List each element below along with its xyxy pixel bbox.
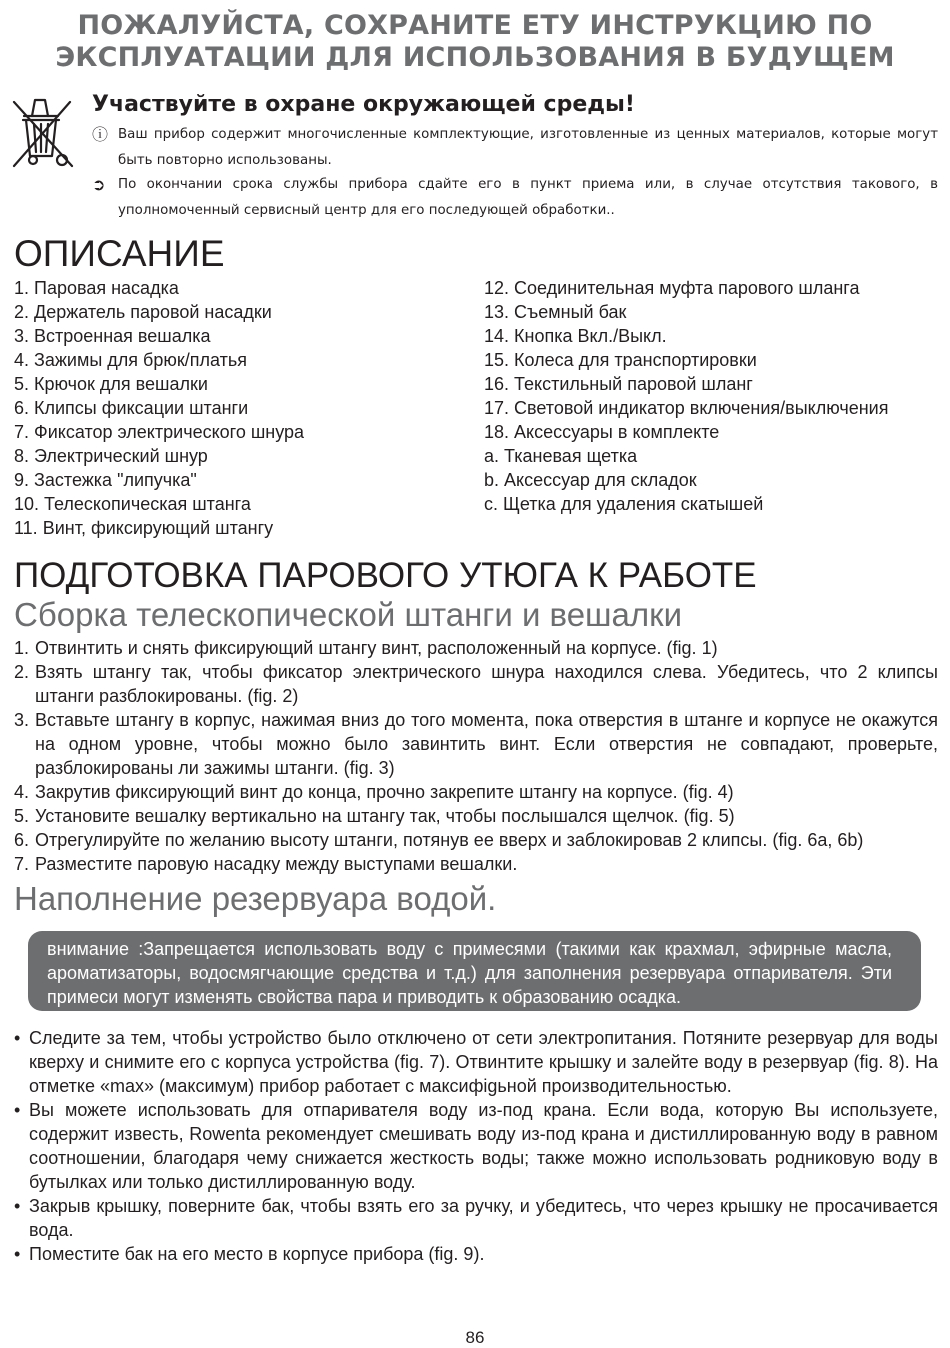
part-item: 10. Телескопическая штанга	[14, 494, 251, 514]
part-item: 11. Винт, фиксирующий штангу	[14, 518, 274, 538]
bullet-dot: •	[14, 1100, 21, 1120]
disposal-paragraph	[92, 172, 938, 224]
instruction-bullet	[14, 1026, 938, 1098]
instruction-bullet	[14, 1098, 938, 1194]
save-instructions-title-line: ПОЖАЛУЙСТА, СОХРАНИТЕ ЕТУ ИНСТРУКЦИЮ ПО	[77, 10, 873, 41]
part-item: 2. Держатель паровой насадки	[14, 302, 272, 322]
bullet-text: Поместите бак на его место в корпусе прибора (fig. 9).	[29, 1244, 485, 1264]
instruction-bullet	[14, 1194, 938, 1242]
info-icon: ⓘ	[92, 125, 109, 144]
preparation-title: ПОДГОТОВКА ПАРОВОГО УТЮГА К РАБОТЕ	[14, 556, 757, 595]
part-item: 16. Текстильный паровой шланг	[484, 374, 753, 394]
step-text: Взять штангу так, чтобы фиксатор электрического шнура находился слева. Убедитесь, что 2 клипсы штанги разблокированы. (fig. 2)	[35, 662, 938, 706]
step-number: 4.	[14, 782, 30, 802]
part-item: b. Аксессуар для складок	[484, 470, 697, 490]
part-item: 6. Клипсы фиксации штанги	[14, 398, 249, 418]
step-number: 7.	[14, 854, 30, 874]
assembly-step	[14, 780, 938, 804]
part-item: c. Щетка для удаления скатышей	[484, 494, 764, 514]
part-item: a. Тканевая щетка	[484, 446, 638, 466]
assembly-steps	[14, 636, 938, 876]
parts-list-right	[484, 276, 888, 516]
part-item: 3. Встроенная вешалка	[14, 326, 211, 346]
save-instructions-title-line: ЭКСПЛУАТАЦИИ ДЛЯ ИСПОЛЬЗОВАНИЯ В БУДУЩЕМ	[55, 42, 895, 73]
step-text: Закрутив фиксирующий винт до конца, прочно закрепите штангу на корпусе. (fig. 4)	[35, 782, 734, 802]
part-item: 4. Зажимы для брюк/платья	[14, 350, 247, 370]
assembly-subtitle: Сборка телескопической штанги и вешалки	[14, 596, 683, 633]
step-number: 2.	[14, 662, 30, 682]
save-instructions-title	[0, 10, 950, 74]
disposal-text: По окончании срока службы прибора сдайте его в пункт приема или, в случае отсутствия такового, в уполномоченный сервисный центр для его последующей обработки..	[118, 177, 938, 218]
part-item: 17. Световой индикатор включения/выключения	[484, 398, 889, 418]
assembly-step	[14, 804, 938, 828]
bullet-dot: •	[14, 1196, 21, 1216]
assembly-step	[14, 708, 938, 780]
bullet-text: Вы можете использовать для отпаривателя воду из-под крана. Если вода, которую Вы используете, содержит известь, Rowenta рекомендует смешивать воду из-под крана и дистиллированную воду в равном соотношении, благодаря чему снижается жесткость воды; также можно использовать родниковую воду в бутылках или только дистиллированную воду.	[29, 1100, 938, 1192]
page-number: 86	[465, 1328, 485, 1347]
warning-box: внимание :Запрещается использовать воду с примесями (такими как крахмал, эфирные масла, ароматизаторы, водосмягчающие средства и т.д.) для заполнения резервуара отпаривателя. Эти примеси могут изменять свойства пара и приводить к образованию осадка.	[28, 931, 921, 1011]
recycling-info-paragraph	[92, 122, 938, 174]
step-number: 3.	[14, 710, 30, 730]
recycling-info-text: Ваш прибор содержит многочисленные комплектующие, изготовленные из ценных материалов, которые могут быть повторно использованы.	[118, 127, 938, 168]
step-text: Отвинтить и снять фиксирующий штангу винт, расположенный на корпусе. (fig. 1)	[35, 638, 718, 658]
part-item: 1. Паровая насадка	[14, 278, 179, 298]
water-fill-instructions	[14, 1026, 938, 1266]
assembly-step	[14, 660, 938, 708]
environment-heading: Участвуйте в охране окружающей среды!	[92, 92, 635, 117]
part-item: 15. Колеса для транспортировки	[484, 350, 757, 370]
assembly-step	[14, 852, 938, 876]
bullet-dot: •	[14, 1244, 21, 1264]
part-item: 5. Крючок для вешалки	[14, 374, 208, 394]
assembly-step	[14, 636, 938, 660]
step-text: Вставьте штангу в корпус, нажимая вниз до того момента, пока отверстия в штанге и корпусе не окажутся на одном уровне, чтобы можно было завинтить винт. Если отверстия не совпадают, проверьте, разблокированы ли зажимы штанги. (fig. 3)	[35, 710, 938, 778]
bullet-dot: •	[14, 1028, 21, 1048]
bullet-text: Закрыв крышку, поверните бак, чтобы взять его за ручку, и убедитесь, что через крышку не просачивается вода.	[29, 1196, 938, 1240]
crossed-out-bin-icon	[12, 96, 78, 170]
step-number: 5.	[14, 806, 30, 826]
description-title: ОПИСАНИЕ	[14, 233, 225, 274]
water-fill-subtitle: Наполнение резервуара водой.	[14, 880, 497, 917]
arrow-icon: ➲	[92, 175, 106, 194]
part-item: 9. Застежка "липучка"	[14, 470, 197, 490]
parts-list-left	[14, 276, 304, 540]
step-text: Отрегулируйте по желанию высоту штанги, потянув ее вверх и заблокировав 2 клипсы. (fig. 6a, 6b)	[35, 830, 864, 850]
assembly-step	[14, 828, 938, 852]
bullet-text: Следите за тем, чтобы устройство было отключено от сети электропитания. Потяните резервуар для воды кверху и снимите его с корпуса устройства (fig. 7). Отвинтите крышку и залейте воду в резервуар (fig. 8). На отметке «max» (максимум) прибор работает с максифigьной производительностью.	[29, 1028, 938, 1096]
step-text: Разместите паровую насадку между выступами вешалки.	[35, 854, 518, 874]
part-item: 7. Фиксатор электрического шнура	[14, 422, 305, 442]
step-number: 6.	[14, 830, 30, 850]
part-item: 12. Соединительная муфта парового шланга	[484, 278, 860, 298]
part-item: 8. Электрический шнур	[14, 446, 208, 466]
part-item: 13. Съемный бак	[484, 302, 627, 322]
part-item: 14. Кнопка Вкл./Выкл.	[484, 326, 667, 346]
part-item: 18. Аксессуары в комплекте	[484, 422, 720, 442]
step-number: 1.	[14, 638, 30, 658]
instruction-bullet	[14, 1242, 938, 1266]
step-text: Установите вешалку вертикально на штангу так, чтобы послышался щелчок. (fig. 5)	[35, 806, 735, 826]
